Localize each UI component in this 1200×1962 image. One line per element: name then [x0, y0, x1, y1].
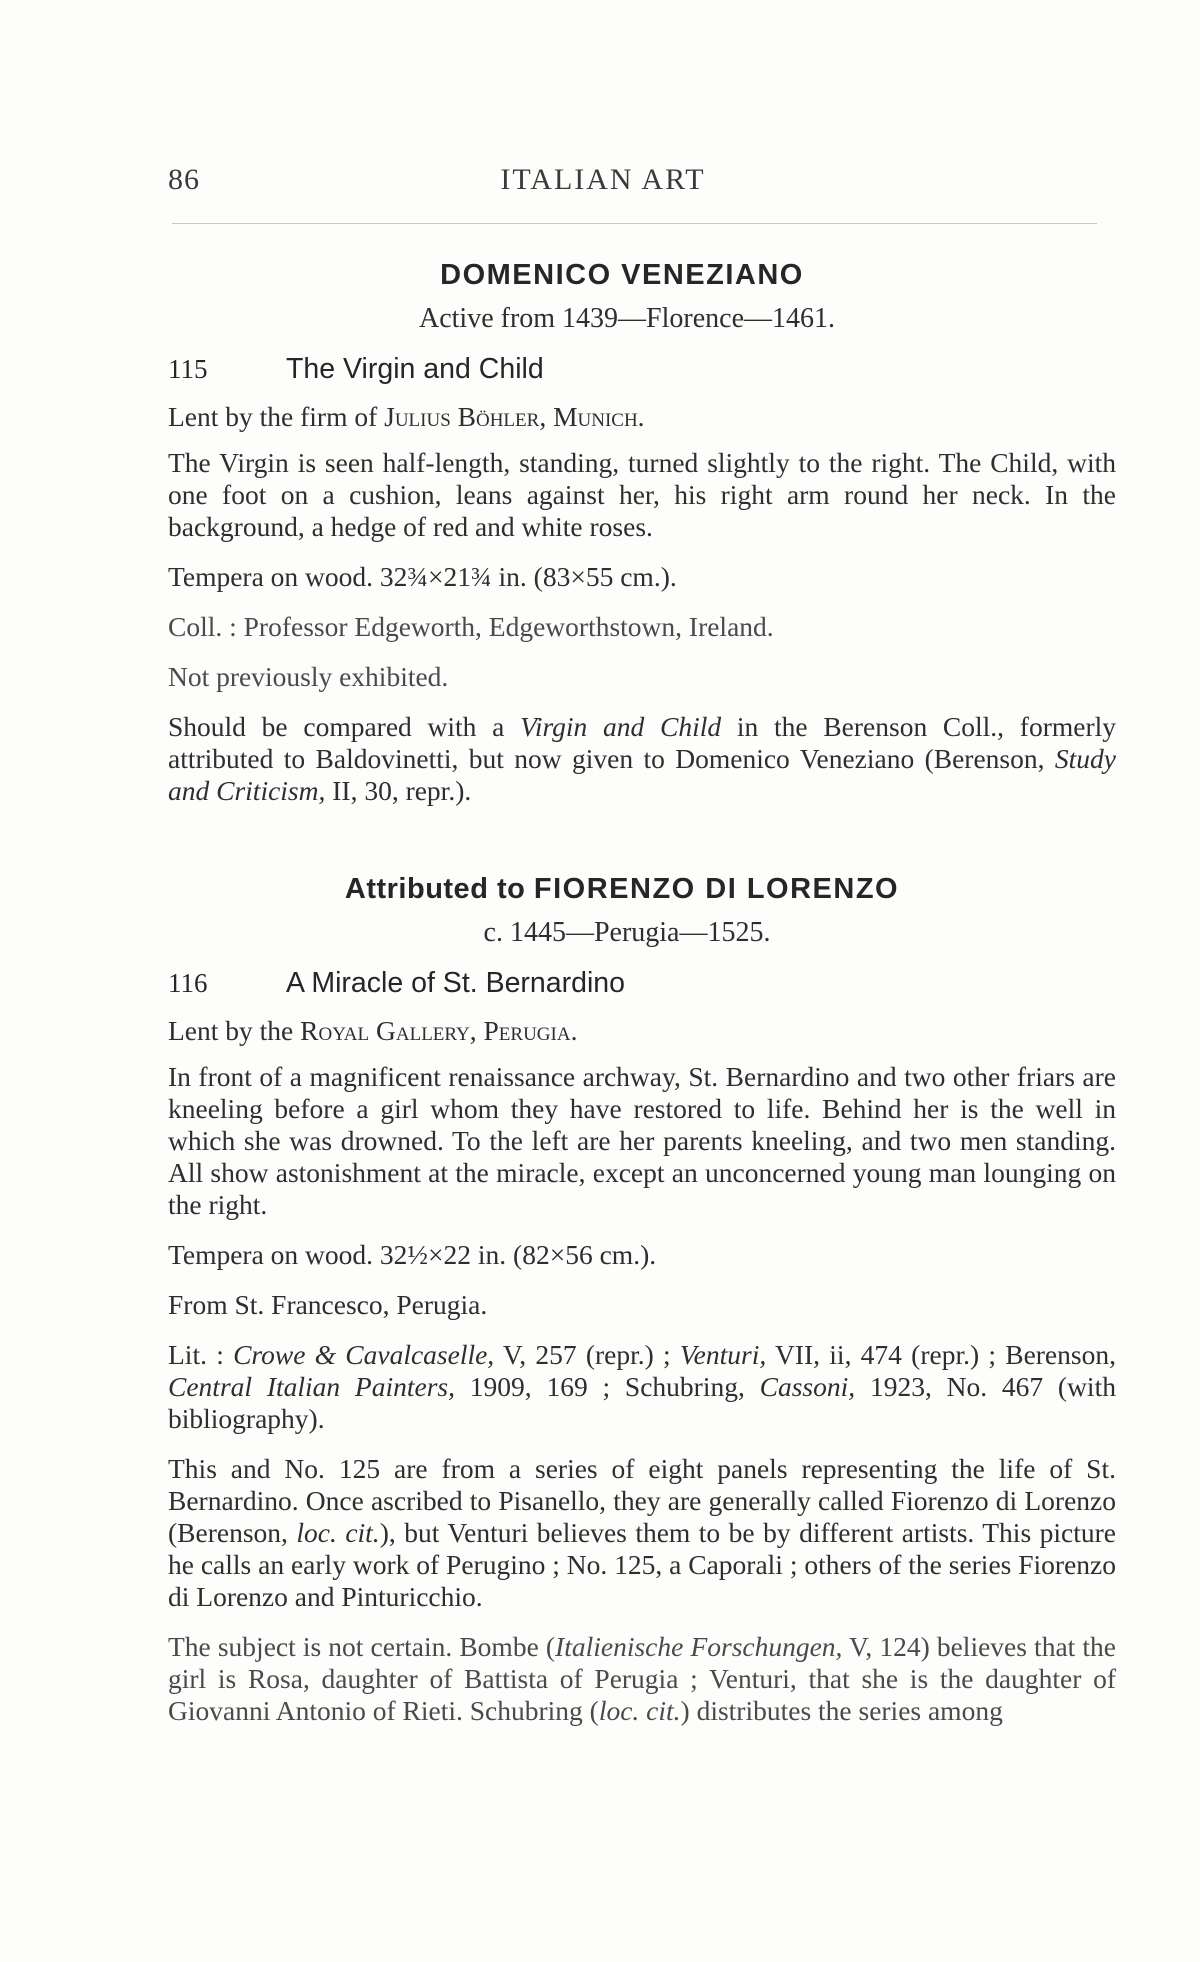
medium-dimensions: Tempera on wood. 32¾×21¾ in. (83×55 cm.).: [168, 561, 677, 592]
collection-line: Coll. : Professor Edgeworth, Edgeworthstown, Ireland.: [168, 611, 774, 642]
lender-name: Royal Gallery, Perugia.: [300, 1015, 578, 1046]
lender-line: [168, 1015, 1116, 1047]
lit-italic: Venturi,: [679, 1339, 767, 1370]
note-text: in the Berenson Coll., formerly attributed to Baldovinetti, but now given to Domenico Veneziano (Berenson,: [168, 711, 1116, 774]
catalogue-number: 115: [168, 354, 208, 384]
page-content: [168, 255, 1116, 1727]
artwork-description: In front of a magnificent renaissance archway, St. Bernardino and two other friars are kneeling before a girl whom they have restored to life. Behind her is the well in which she was drowned. To the left are her parents kneeling, and two men standing. All show astonishment at the miracle, except an unconcerned young man lounging on the right.: [168, 1061, 1116, 1220]
artwork-description: The Virgin is seen half-length, standing, turned slightly to the right. The Child, with one foot on a cushion, leans against her, his right arm round her neck. In the background, a hedge of red and white roses.: [168, 447, 1116, 542]
series-text: ), but Venturi believes them to be by different artists. This picture he calls an early work of Perugino ; No. 125, a Caporali ; others of the series Fiorenzo di Lorenzo and Pinturicchio.: [168, 1517, 1116, 1612]
lit-text: 1923, No. 467 (with bibliography).: [168, 1371, 1116, 1434]
lit-text: 1909, 169 ; Schubring,: [455, 1371, 760, 1402]
lender-prefix: Lent by the: [168, 1015, 301, 1046]
comparison-note: [168, 711, 1116, 807]
lit-text: Lit. :: [168, 1339, 234, 1370]
series-italic: loc. cit.: [296, 1517, 380, 1548]
note-italic: Virgin and Child: [520, 711, 722, 742]
literature-line: [168, 1339, 1116, 1435]
artist-name: DOMENICO VENEZIANO: [440, 259, 804, 291]
lit-italic: Crowe & Cavalcaselle,: [233, 1339, 495, 1370]
catalogue-entry-116: [168, 869, 1116, 1727]
artist-heading: [168, 255, 1116, 295]
subject-text: V, 124) believes that the girl is Rosa, daughter of Battista of Perugia ; Venturi, that she is the daughter of Giovanni Antonio of Rieti. Schubring (: [168, 1631, 1116, 1726]
subject-note: [168, 1631, 1116, 1727]
medium-dimensions: Tempera on wood. 32½×22 in. (82×56 cm.).: [168, 1239, 657, 1270]
artwork-title: A Miracle of St. Bernardino: [286, 967, 625, 999]
subject-italic: Italienische Forschungen,: [555, 1631, 843, 1662]
note-text: Should be compared with a: [168, 711, 521, 742]
artist-dates: Active from 1439—Florence—1461.: [418, 303, 836, 334]
artwork-title: The Virgin and Child: [286, 353, 544, 385]
lit-italic: Central Italian Painters,: [168, 1371, 455, 1402]
subject-text: ) distributes the series among: [680, 1695, 1003, 1726]
note-text: II, 30, repr.).: [325, 775, 472, 806]
running-title: ITALIAN ART: [500, 163, 706, 196]
subject-italic: loc. cit.: [598, 1695, 681, 1726]
lit-text: VII, ii, 474 (repr.) ; Berenson,: [766, 1339, 1116, 1370]
running-head: [168, 163, 1098, 203]
page-number: 86: [168, 163, 200, 196]
exhibition-line: Not previously exhibited.: [168, 661, 449, 692]
lender-name: Julius Böhler, Munich.: [384, 401, 645, 432]
catalogue-entry-115: [168, 255, 1116, 807]
series-text: This and No. 125 are from a series of eight panels representing the life of St. Bernardino. Once ascribed to Pisanello, they are generally called Fiorenzo di Lorenzo (Berenson,: [168, 1453, 1116, 1548]
lender-prefix: Lent by the firm of: [168, 401, 385, 432]
lender-line: [168, 401, 1116, 433]
artist-dates: c. 1445—Perugia—1525.: [483, 917, 771, 948]
lit-italic: Cassoni,: [759, 1371, 856, 1402]
subject-text: The subject is not certain. Bombe (: [168, 1631, 556, 1662]
series-note: [168, 1453, 1116, 1613]
attribution-prefix: Attributed to: [344, 873, 534, 905]
note-italic: Study and Criticism,: [168, 743, 1116, 806]
provenance-line: From St. Francesco, Perugia.: [168, 1289, 488, 1320]
entry-title: [168, 965, 1116, 1001]
entry-title: [168, 351, 1116, 387]
lit-text: V, 257 (repr.) ;: [494, 1339, 680, 1370]
catalogue-number: 116: [168, 968, 208, 998]
header-rule: [172, 223, 1097, 224]
artist-heading: [168, 869, 1116, 909]
artist-name: FIORENZO DI LORENZO: [533, 873, 900, 905]
